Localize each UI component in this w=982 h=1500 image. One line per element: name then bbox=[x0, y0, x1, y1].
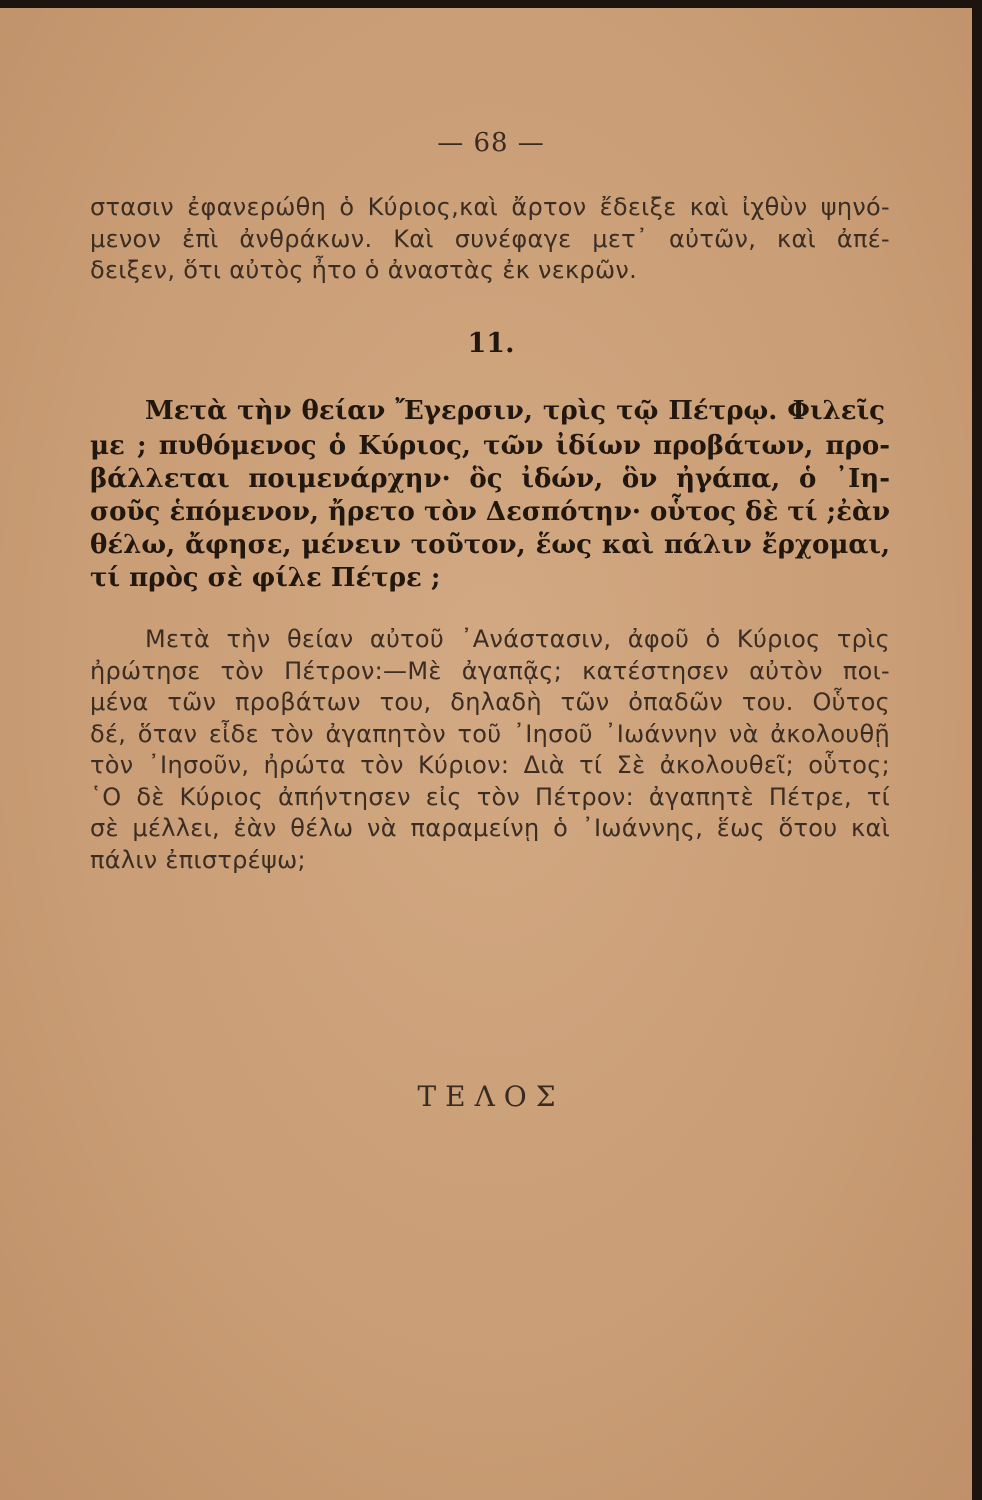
paragraph-continuation bbox=[90, 192, 890, 287]
text-line: σοῦς ἑπόμενον, ἤρετο τὸν Δεσπότην· οὗτος δὲ τί ;ἐὰν bbox=[90, 497, 890, 527]
text-line: πάλιν ἐπιστρέψω; bbox=[90, 845, 306, 874]
end-word: ΤΕΛΟΣ bbox=[417, 1080, 565, 1113]
summary-heading-line bbox=[145, 395, 885, 428]
text-line: μένα τῶν προβάτων του, δηλαδὴ τῶν ὀπαδῶν του. Οὗτος bbox=[90, 688, 890, 716]
text-line: σὲ μέλλει, ἐὰν θέλω νὰ παραμείνῃ ὁ ᾿Ιωάννης, ἕως ὅτου καὶ bbox=[90, 814, 890, 842]
text-line: θέλω, ἄφησε, μένειν τοῦτον, ἕως καὶ πάλιν ἔρχομαι, bbox=[90, 530, 890, 560]
text-line: Μετὰ τὴν θείαν αὐτοῦ ᾿Ανάστασιν, ἀφοῦ ὁ Κύριος τρὶς bbox=[145, 625, 890, 653]
text-line: τὸν ᾿Ιησοῦν, ἠρώτα τὸν Κύριον: Διὰ τί Σὲ ἀκολουθεῖ; οὗτος; bbox=[90, 751, 890, 779]
section-number: 11. bbox=[467, 328, 515, 359]
text-line: βάλλεται ποιμενάρχην· ὃς ἰδών, ὃν ἠγάπα, ὁ ᾿Ιη- bbox=[90, 464, 890, 494]
text-line: δειξεν, ὅτι αὐτὸς ἦτο ὁ ἀναστὰς ἐκ νεκρῶν. bbox=[90, 256, 637, 284]
text-line: δέ, ὅταν εἶδε τὸν ἀγαπητὸν τοῦ ᾿Ιησοῦ ᾿Ιωάννην νὰ ἀκολουθῇ bbox=[90, 719, 890, 748]
summary-paragraph bbox=[90, 430, 890, 595]
page-number: — 68 — bbox=[437, 128, 545, 158]
page-right-shadow bbox=[972, 0, 982, 1500]
text-line: ἠρώτησε τὸν Πέτρον:—Μὲ ἀγαπᾷς; κατέστησεν αὐτὸν ποι- bbox=[90, 656, 890, 685]
body-paragraph bbox=[90, 624, 890, 876]
text-line: ῾Ο δὲ Κύριος ἀπήντησεν εἰς τὸν Πέτρον: ἀγαπητὲ Πέτρε, τί bbox=[90, 782, 890, 811]
text-line: μενον ἐπὶ ἀνθράκων. Καὶ συνέφαγε μετ᾿ αὐτῶν, καὶ ἀπέ- bbox=[90, 224, 890, 253]
text-line: με ; πυθόμενος ὁ Κύριος, τῶν ἰδίων προβάτων, προ- bbox=[90, 431, 890, 461]
text-line: Μετὰ τὴν θείαν Ἔγερσιν, τρὶς τῷ Πέτρῳ. Φιλεῖς bbox=[145, 396, 885, 426]
text-line: τί πρὸς σὲ φίλε Πέτρε ; bbox=[90, 563, 441, 593]
text-line: στασιν ἐφανερώθη ὁ Κύριος,καὶ ἄρτον ἔδειξε καὶ ἰχθὺν ψηνό- bbox=[90, 193, 890, 221]
page-top-shadow bbox=[0, 0, 982, 8]
